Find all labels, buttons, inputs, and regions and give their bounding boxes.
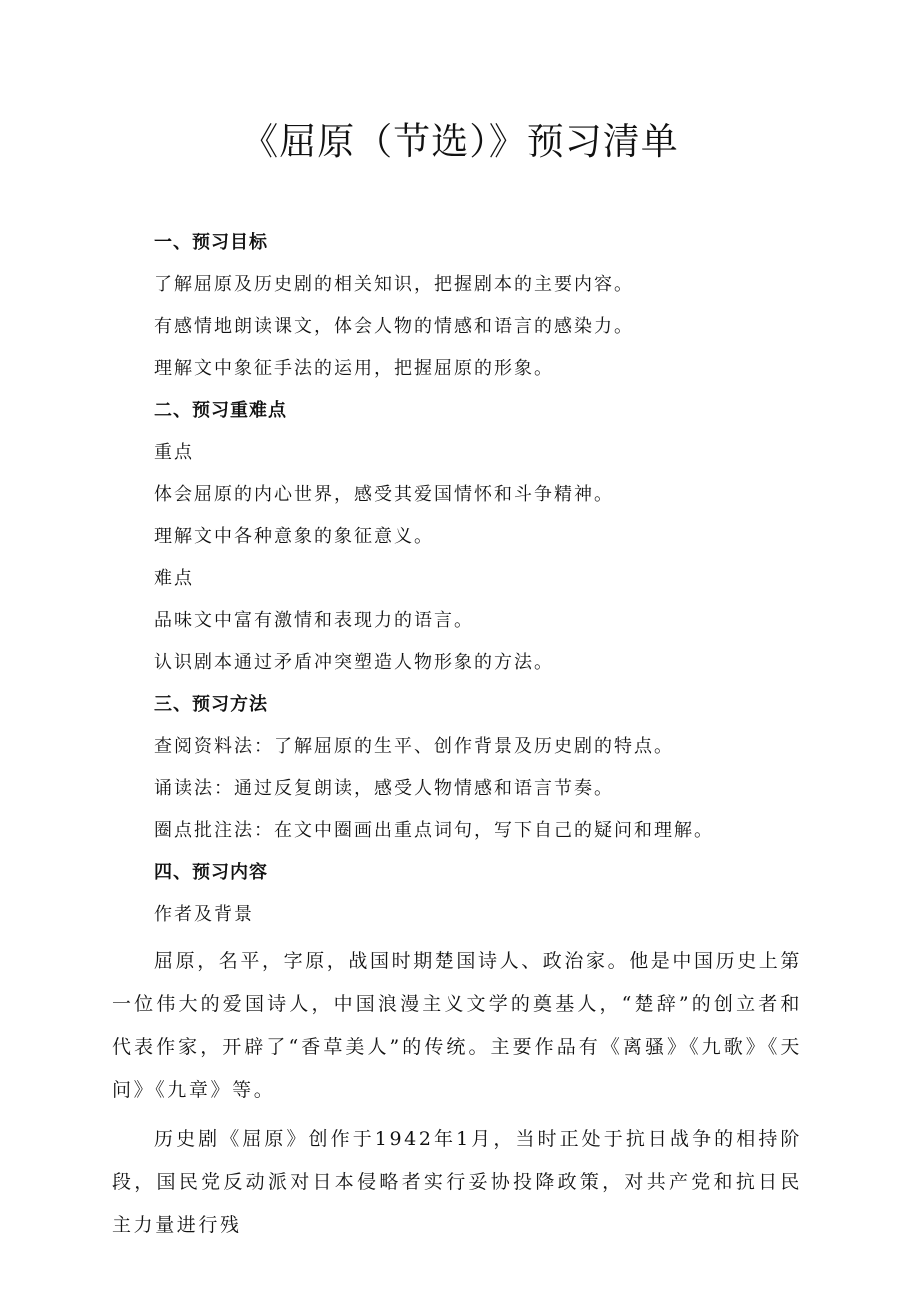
key-point-line: 体会屈原的内心世界，感受其爱国情怀和斗争精神。 bbox=[154, 484, 614, 505]
method-line: 查阅资料法：了解屈原的生平、创作背景及历史剧的特点。 bbox=[154, 736, 674, 757]
difficult-point-line: 认识剧本通过矛盾冲突塑造人物形象的方法。 bbox=[154, 652, 554, 673]
section-heading-goals: 一、预习目标 bbox=[154, 232, 268, 253]
method-line: 诵读法：通过反复朗读，感受人物情感和语言节奏。 bbox=[154, 778, 614, 799]
body-paragraph: 历史剧《屈原》创作于1942年1月，当时正处于抗日战争的相持阶段，国民党反动派对日本侵略者实行妥协投降政策，对共产党和抗日民主力量进行残 bbox=[112, 1128, 802, 1236]
section-heading-key-points: 二、预习重难点 bbox=[154, 400, 287, 421]
goal-line: 有感情地朗读课文，体会人物的情感和语言的感染力。 bbox=[154, 316, 634, 337]
subheading-author-background: 作者及背景 bbox=[154, 904, 254, 925]
goal-line: 了解屈原及历史剧的相关知识，把握剧本的主要内容。 bbox=[154, 274, 634, 295]
section-heading-content: 四、预习内容 bbox=[154, 862, 268, 883]
document-body bbox=[112, 222, 802, 1247]
section-heading-methods: 三、预习方法 bbox=[154, 694, 268, 715]
page-title: 《屈原（节选）》预习清单 bbox=[241, 120, 679, 163]
key-point-line: 理解文中各种意象的象征意义。 bbox=[154, 526, 434, 547]
difficult-point-line: 品味文中富有激情和表现力的语言。 bbox=[154, 610, 474, 631]
method-line: 圈点批注法：在文中圈画出重点词句，写下自己的疑问和理解。 bbox=[154, 820, 714, 841]
key-points-label: 重点 bbox=[154, 442, 194, 463]
content-paragraphs bbox=[112, 940, 802, 1247]
body-paragraph: 屈原，名平，字原，战国时期楚国诗人、政治家。他是中国历史上第一位伟大的爱国诗人，中国浪漫主义文学的奠基人，“楚辞”的创立者和代表作家，开辟了“香草美人”的传统。主要作品有《离骚》《九歌》《天问》《九章》等。 bbox=[112, 950, 803, 1101]
goal-line: 理解文中象征手法的运用，把握屈原的形象。 bbox=[154, 358, 554, 379]
difficult-points-label: 难点 bbox=[154, 568, 194, 589]
